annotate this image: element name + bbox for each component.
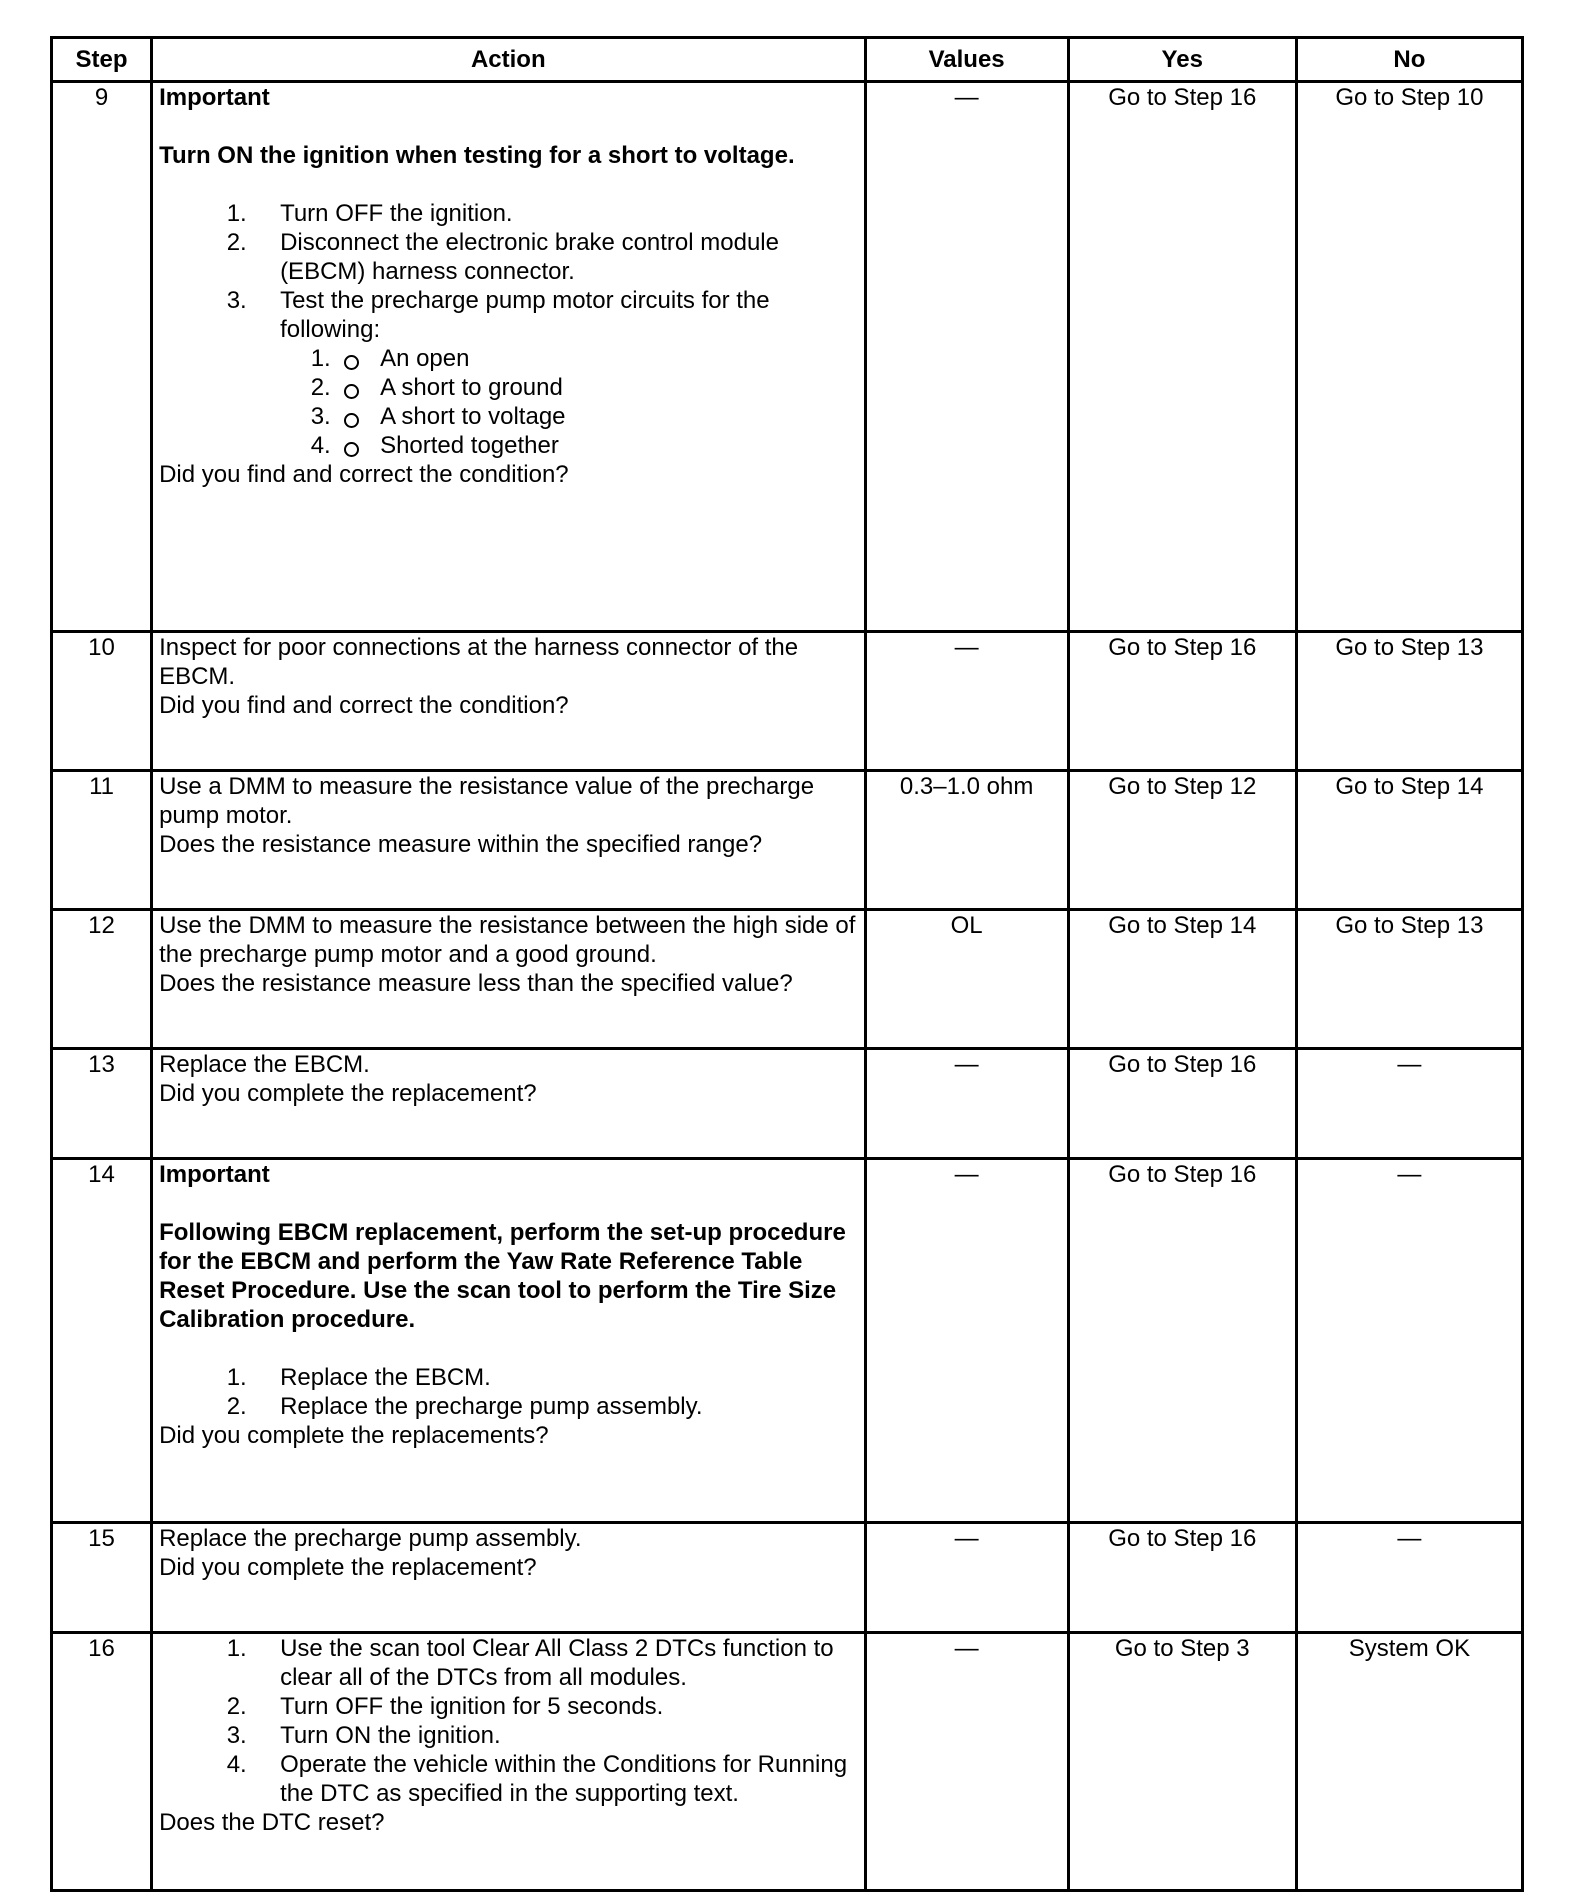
list-item: 2. Disconnect the electronic brake control module (EBCM) harness connector. [260, 228, 857, 286]
important-label: Important [159, 1161, 270, 1188]
list-item: 1. Turn OFF the ignition. [260, 199, 857, 228]
no-cell: Go to Step 13 [1296, 910, 1522, 1049]
step-number: 12 [52, 910, 152, 1049]
important-text: Following EBCM replacement, perform the set-up procedure for the EBCM and perform the Yaw Rate Reference Table Reset Procedure. Use the scan tool to perform the Tire Size Calibration procedure. [159, 1219, 846, 1333]
values-cell: — [865, 1049, 1068, 1159]
values-cell: OL [865, 910, 1068, 1049]
no-cell: — [1296, 1159, 1522, 1523]
steps-list [159, 199, 857, 460]
step-number: 15 [52, 1523, 152, 1633]
action-text: Use a DMM to measure the resistance value of the precharge pump motor. [159, 773, 815, 829]
question-text: Did you complete the replacement? [159, 1554, 537, 1581]
table-row [52, 771, 1523, 910]
header-values: Values [865, 38, 1068, 82]
action-text: Replace the EBCM. [159, 1051, 370, 1078]
list-item: 2. Turn OFF the ignition for 5 seconds. [260, 1692, 857, 1721]
sub-list-item: A short to ground [344, 373, 857, 402]
list-item: 3. Turn ON the ignition. [260, 1721, 857, 1750]
table-row [52, 1633, 1523, 1891]
step-number: 9 [52, 82, 152, 632]
sub-list-item: A short to voltage [344, 402, 857, 431]
diagnostic-table [50, 36, 1524, 1892]
yes-cell: Go to Step 16 [1068, 1159, 1296, 1523]
header-action: Action [152, 38, 865, 82]
list-item: 1. Use the scan tool Clear All Class 2 DTCs function to clear all of the DTCs from all modules. [260, 1634, 857, 1692]
yes-cell: Go to Step 14 [1068, 910, 1296, 1049]
question-text: Does the resistance measure less than the specified value? [159, 970, 793, 997]
action-cell [152, 1523, 865, 1633]
list-item [260, 286, 857, 460]
question-text: Did you complete the replacement? [159, 1080, 537, 1107]
values-cell: — [865, 632, 1068, 771]
header-yes: Yes [1068, 38, 1296, 82]
action-text: Inspect for poor connections at the harness connector of the EBCM. [159, 634, 799, 690]
no-cell: Go to Step 14 [1296, 771, 1522, 910]
step-number: 13 [52, 1049, 152, 1159]
action-cell [152, 1049, 865, 1159]
list-item-text: Test the precharge pump motor circuits for the following: [280, 287, 770, 343]
list-item: 1. Replace the EBCM. [260, 1363, 857, 1392]
step-number: 10 [52, 632, 152, 771]
table-row [52, 1523, 1523, 1633]
no-cell: Go to Step 13 [1296, 632, 1522, 771]
action-cell [152, 771, 865, 910]
values-cell: — [865, 82, 1068, 632]
header-step: Step [52, 38, 152, 82]
action-cell [152, 82, 865, 632]
important-text: Turn ON the ignition when testing for a short to voltage. [159, 142, 795, 169]
values-cell: — [865, 1523, 1068, 1633]
no-cell: — [1296, 1523, 1522, 1633]
action-cell [152, 632, 865, 771]
question-text: Does the resistance measure within the specified range? [159, 831, 763, 858]
table-row [52, 82, 1523, 632]
yes-cell: Go to Step 16 [1068, 1523, 1296, 1633]
action-cell [152, 1159, 865, 1523]
action-text: Use the DMM to measure the resistance between the high side of the precharge pump motor and a good ground. [159, 912, 856, 968]
no-cell: System OK [1296, 1633, 1522, 1891]
yes-cell: Go to Step 3 [1068, 1633, 1296, 1891]
yes-cell: Go to Step 12 [1068, 771, 1296, 910]
action-text: Replace the precharge pump assembly. [159, 1525, 582, 1552]
table-row [52, 910, 1523, 1049]
header-no: No [1296, 38, 1522, 82]
list-item: 4. Operate the vehicle within the Conditions for Running the DTC as specified in the supporting text. [260, 1750, 857, 1808]
values-cell: 0.3–1.0 ohm [865, 771, 1068, 910]
important-label: Important [159, 84, 270, 111]
sub-list-item: An open [344, 344, 857, 373]
no-cell: Go to Step 10 [1296, 82, 1522, 632]
step-number: 11 [52, 771, 152, 910]
question-text: Did you complete the replacements? [159, 1422, 549, 1449]
list-item: 2. Replace the precharge pump assembly. [260, 1392, 857, 1421]
action-cell [152, 1633, 865, 1891]
values-cell: — [865, 1633, 1068, 1891]
step-number: 14 [52, 1159, 152, 1523]
table-row [52, 632, 1523, 771]
yes-cell: Go to Step 16 [1068, 632, 1296, 771]
steps-list [159, 1634, 857, 1808]
question-text: Does the DTC reset? [159, 1809, 385, 1836]
sub-list-item: Shorted together [344, 431, 857, 460]
question-text: Did you find and correct the condition? [159, 692, 569, 719]
values-cell: — [865, 1159, 1068, 1523]
yes-cell: Go to Step 16 [1068, 82, 1296, 632]
sub-list [280, 344, 857, 460]
question-text: Did you find and correct the condition? [159, 461, 569, 488]
yes-cell: Go to Step 16 [1068, 1049, 1296, 1159]
step-number: 16 [52, 1633, 152, 1891]
table-row [52, 1159, 1523, 1523]
steps-list [159, 1363, 857, 1421]
header-row [52, 38, 1523, 82]
no-cell: — [1296, 1049, 1522, 1159]
action-cell [152, 910, 865, 1049]
table-row [52, 1049, 1523, 1159]
